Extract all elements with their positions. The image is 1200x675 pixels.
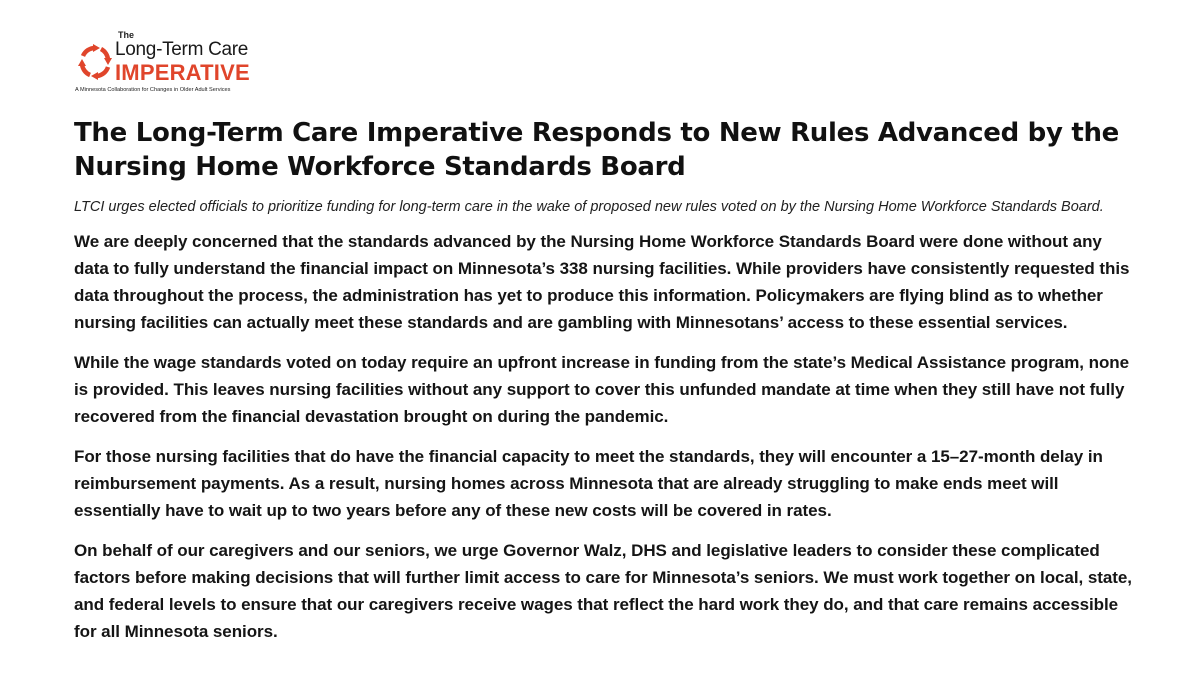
organization-logo — [75, 30, 265, 98]
logo-tagline: A Minnesota Collaboration for Changes in Older Adult Services — [75, 87, 231, 93]
statement-paragraph-3: For those nursing facilities that do have the financial capacity to meet the standards, they will encounter a 15–27-month delay in reimbursement payments. As a result, nursing homes across Minnesota that are already struggling to make ends meet will essentially have to wait up to two years before any of these new costs will be covered in rates. — [74, 447, 1103, 520]
logo-the: The — [118, 30, 135, 40]
statement-paragraph-4: On behalf of our caregivers and our seniors, we urge Governor Walz, DHS and legislative leaders to consider these complicated factors before making decisions that will further limit access to care for Minnesota’s seniors. We must work together on local, state, and federal levels to ensure that our caregivers receive wages that reflect the hard work they do, and that care remains accessible for all Minnesota seniors. — [74, 541, 1132, 641]
logo-title-line1: Long-Term Care — [115, 39, 249, 60]
page-subheadline: LTCI urges elected officials to prioritize funding for long-term care in the wake of proposed new rules voted on by the Nursing Home Workforce Standards Board. — [74, 199, 1104, 215]
ltc-imperative-logo-icon — [75, 42, 115, 82]
statement-body — [74, 228, 1134, 658]
page-headline: The Long-Term Care Imperative Responds to New Rules Advanced by the Nursing Home Workforce Standards Board — [74, 118, 1120, 182]
statement-paragraph-2: While the wage standards voted on today require an upfront increase in funding from the state’s Medical Assistance program, none is provided. This leaves nursing facilities without any support to cover this unfunded mandate at time when they still have not fully recovered from the financial devastation brought on during the pandemic. — [74, 353, 1130, 426]
statement-paragraph-1: We are deeply concerned that the standards advanced by the Nursing Home Workforce Standards Board were done without any data to fully understand the financial impact on Minnesota’s 338 nursing facilities. While providers have consistently requested this data throughout the process, the administration has yet to produce this information. Policymakers are flying blind as to whether nursing facilities can actually meet these standards and are gambling with Minnesotans’ access to these essential services. — [74, 232, 1130, 332]
logo-title-line2: IMPERATIVE — [115, 60, 250, 85]
